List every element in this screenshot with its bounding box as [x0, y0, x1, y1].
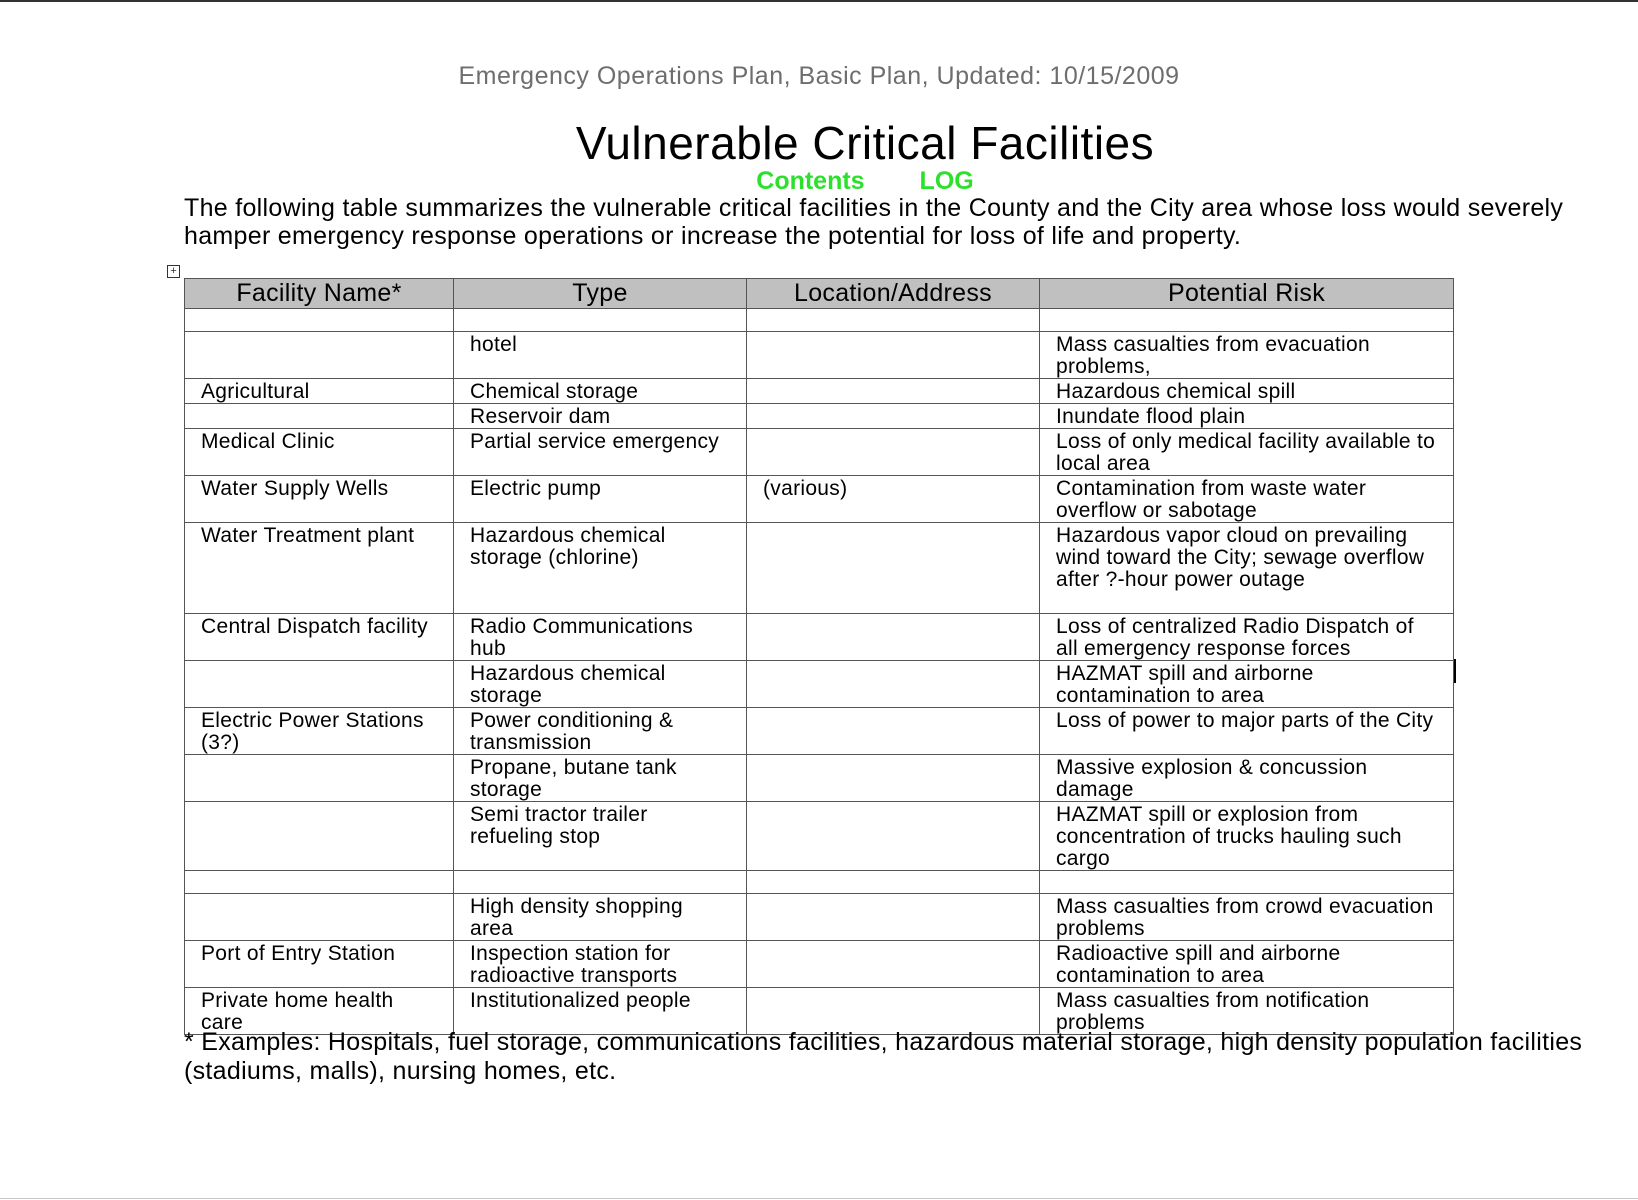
footnote: * Examples: Hospitals, fuel storage, communications facilities, hazardous material storage, high density population facilities (stadiums, malls), nursing homes, etc.: [184, 1028, 1583, 1085]
cell-facility-name: Central Dispatch facility: [185, 614, 454, 661]
cell-type: Chemical storage: [454, 379, 747, 404]
table-row: [185, 871, 1454, 894]
table-row: [185, 614, 1454, 661]
cell-location: [747, 332, 1040, 379]
cell-facility-name: [185, 404, 454, 429]
cell-location: [747, 523, 1040, 614]
cell-risk: Loss of centralized Radio Dispatch of all emergency response forces: [1040, 614, 1454, 661]
table-row: [185, 802, 1454, 871]
cell-facility-name: Port of Entry Station: [185, 941, 454, 988]
cell-facility-name: [185, 661, 454, 708]
cell-location: (various): [747, 476, 1040, 523]
cell-location: [747, 661, 1040, 708]
cell-facility-name: [185, 894, 454, 941]
cell-type: Radio Communications hub: [454, 614, 747, 661]
table-row: [185, 476, 1454, 523]
facilities-table: [184, 278, 1454, 1035]
cell-type: Propane, butane tank storage: [454, 755, 747, 802]
cell-facility-name: Agricultural: [185, 379, 454, 404]
cell-type: Power conditioning & transmission: [454, 708, 747, 755]
cell-location: [747, 708, 1040, 755]
cell-risk: Loss of power to major parts of the City: [1040, 708, 1454, 755]
cell-facility-name: [185, 755, 454, 802]
cell-facility-name: Medical Clinic: [185, 429, 454, 476]
header-facility-name: Facility Name*: [185, 279, 454, 309]
cell-risk: Mass casualties from evacuation problems,: [1040, 332, 1454, 379]
cell-facility-name: [185, 802, 454, 871]
table-row: [185, 309, 1454, 332]
cell-type: High density shopping area: [454, 894, 747, 941]
cell-location: [747, 755, 1040, 802]
cell-type: [454, 309, 747, 332]
cell-risk: [1040, 871, 1454, 894]
cell-type: Electric pump: [454, 476, 747, 523]
cell-risk: HAZMAT spill or explosion from concentration of trucks hauling such cargo: [1040, 802, 1454, 871]
cell-risk: Inundate flood plain: [1040, 404, 1454, 429]
cell-location: [747, 871, 1040, 894]
cell-facility-name: [185, 332, 454, 379]
page-title: Vulnerable Critical Facilities: [575, 117, 1155, 169]
cell-risk: Radioactive spill and airborne contamination to area: [1040, 941, 1454, 988]
cell-risk: Mass casualties from notification problems: [1040, 988, 1454, 1035]
cell-type: Reservoir dam: [454, 404, 747, 429]
header-location-address: Location/Address: [747, 279, 1040, 309]
table-row: [185, 755, 1454, 802]
cell-location: [747, 941, 1040, 988]
contents-link[interactable]: Contents: [756, 167, 865, 195]
cell-location: [747, 614, 1040, 661]
cell-type: Hazardous chemical storage (chlorine): [454, 523, 747, 614]
cell-risk: Hazardous vapor cloud on prevailing wind toward the City; sewage overflow after ?-hour power outage: [1040, 523, 1454, 614]
header-potential-risk: Potential Risk: [1040, 279, 1454, 309]
cell-location: [747, 379, 1040, 404]
table-row: [185, 379, 1454, 404]
cell-facility-name: Private home health care: [185, 988, 454, 1035]
cell-facility-name: [185, 871, 454, 894]
cell-risk: HAZMAT spill and airborne contamination to area: [1040, 661, 1454, 708]
text-cursor-mark: [1454, 659, 1456, 683]
cell-type: Semi tractor trailer refueling stop: [454, 802, 747, 871]
table-row: [185, 429, 1454, 476]
table-row: [185, 523, 1454, 614]
table-row: [185, 894, 1454, 941]
top-rule: [0, 0, 1638, 2]
bottom-rule: [0, 1198, 1638, 1199]
cell-type: Institutionalized people: [454, 988, 747, 1035]
cell-location: [747, 404, 1040, 429]
cell-facility-name: Water Supply Wells: [185, 476, 454, 523]
table-move-handle-icon[interactable]: +: [167, 265, 180, 278]
intro-paragraph: The following table summarizes the vulnerable critical facilities in the County and the City area whose loss would severely hamper emergency response operations or increase the potential for loss of life and property.: [184, 194, 1564, 250]
nav-links: [0, 167, 1638, 196]
log-link[interactable]: LOG: [919, 167, 974, 195]
header-type: Type: [454, 279, 747, 309]
cell-location: [747, 894, 1040, 941]
cell-facility-name: [185, 309, 454, 332]
table-row: [185, 708, 1454, 755]
cell-location: [747, 429, 1040, 476]
table-row: [185, 661, 1454, 708]
cell-type: Hazardous chemical storage: [454, 661, 747, 708]
cell-risk: Hazardous chemical spill: [1040, 379, 1454, 404]
cell-facility-name: Water Treatment plant: [185, 523, 454, 614]
cell-location: [747, 309, 1040, 332]
cell-risk: Loss of only medical facility available to local area: [1040, 429, 1454, 476]
cell-risk: [1040, 309, 1454, 332]
cell-type: Inspection station for radioactive transports: [454, 941, 747, 988]
cell-location: [747, 802, 1040, 871]
cell-risk: Massive explosion & concussion damage: [1040, 755, 1454, 802]
cell-type: hotel: [454, 332, 747, 379]
table-row: [185, 404, 1454, 429]
running-header: Emergency Operations Plan, Basic Plan, Updated: 10/15/2009: [458, 62, 1180, 90]
cell-type: Partial service emergency: [454, 429, 747, 476]
cell-facility-name: Electric Power Stations (3?): [185, 708, 454, 755]
cell-type: [454, 871, 747, 894]
cell-risk: Mass casualties from crowd evacuation problems: [1040, 894, 1454, 941]
table-row: [185, 941, 1454, 988]
cell-risk: Contamination from waste water overflow or sabotage: [1040, 476, 1454, 523]
table-row: [185, 332, 1454, 379]
table-header-row: [185, 279, 1454, 309]
